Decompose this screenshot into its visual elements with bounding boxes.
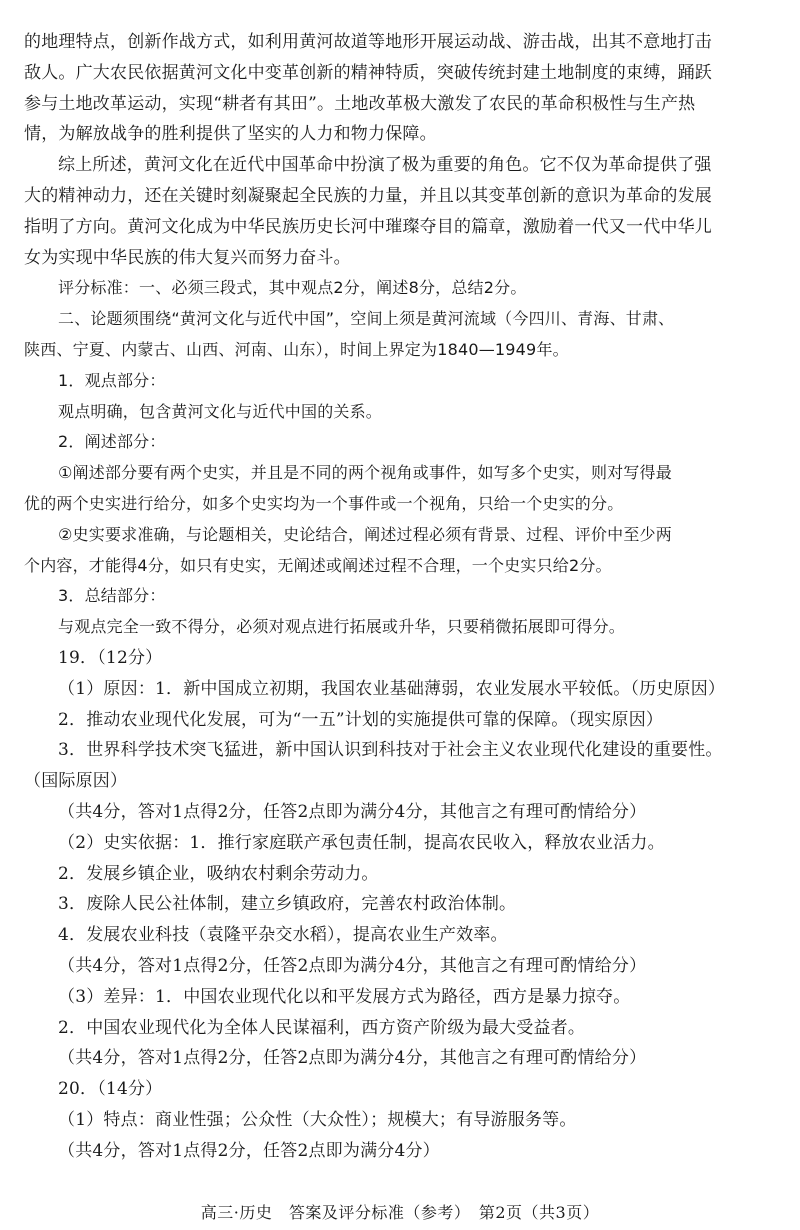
text-line: 2．发展乡镇企业，吸纳农村剩余劳动力。 [58,863,379,884]
text-line: 19．（12分） [58,647,163,668]
text-line: （共4分，答对1点得2分，任答2点即为满分4分） [58,1140,440,1161]
text-line: ②史实要求准确，与论题相关，史论结合，阐述过程必须有背景、过程、评价中至少两 [58,524,672,544]
text-line: 指明了方向。黄河文化成为中华民族历史长河中璀璨夺目的篇章，激励着一代又一代中华儿 [24,216,712,237]
text-line: 2．阐述部分： [58,432,166,452]
text-line: 的地理特点，创新作战方式，如利用黄河故道等地形开展运动战、游击战，出其不意地打击 [24,32,712,52]
text-line: 观点明确，包含黄河文化与近代中国的关系。 [58,401,383,421]
text-line: 情，为解放战争的胜利提供了坚实的人力和物力保障。 [24,124,437,145]
text-line: （共4分，答对1点得2分，任答2点即为满分4分，其他言之有理可酌情给分） [58,801,647,822]
text-line: 敌人。广大农民依据黄河文化中变革创新的精神特质，突破传统封建土地制度的束缚，踊跃 [24,62,712,83]
text-line: 20．（14分） [58,1079,163,1100]
text-line: （3）差异：1．中国农业现代化以和平发展方式为路径，西方是暴力掠夺。 [58,986,631,1007]
text-line: 1．观点部分： [58,370,166,390]
text-line: （共4分，答对1点得2分，任答2点即为满分4分，其他言之有理可酌情给分） [58,955,647,976]
text-line: 优的两个史实进行给分，如多个史实均为一个事件或一个视角，只给一个史实的分。 [24,493,624,513]
text-line: 3．总结部分： [58,586,166,606]
text-line: 2．中国农业现代化为全体人民谋福利，西方资产阶级为最大受益者。 [58,1017,586,1038]
answer-key-body [24,27,784,1166]
text-line: ①阐述部分要有两个史实，并且是不同的两个视角或事件，如写多个史实，则对写得最 [58,463,672,483]
text-line: 3．废除人民公社体制，建立乡镇政府，完善农村政治体制。 [58,894,517,915]
text-line: 2．推动农业现代化发展，可为“一五”计划的实施提供可靠的保障。（现实原因） [58,709,664,730]
text-line: 女为实现中华民族的伟大复兴而努力奋斗。 [24,247,351,268]
text-line: 综上所述，黄河文化在近代中国革命中扮演了极为重要的角色。它不仅为革命提供了强 [58,155,712,176]
text-line: 参与土地改革运动，实现“耕者有其田”。土地改革极大激发了农民的革命积极性与生产热 [24,93,696,114]
text-line: 个内容，才能得4分，如只有史实，无阐述或阐述过程不合理，一个史实只给2分。 [24,555,612,575]
text-line: （1）特点：商业性强；公众性（大众性）；规模大；有导游服务等。 [58,1109,577,1130]
text-line: 陕西、宁夏、内蒙古、山西、河南、山东），时间上界定为1840—1949年。 [24,339,569,359]
text-line: 3．世界科学技术突飞猛进，新中国认识到科技对于社会主义农业现代化建设的重要性。 [58,740,723,761]
text-line: 评分标准：一、必须三段式，其中观点2分，阐述8分，总结2分。 [58,278,527,298]
page-footer: 高三·历史 答案及评分标准（参考） 第2页（共3页） [200,1203,600,1222]
text-line: （2）史实依据：1．推行家庭联产承包责任制，提高农民收入，释放农业活力。 [58,832,665,853]
text-line: （共4分，答对1点得2分，任答2点即为满分4分，其他言之有理可酌情给分） [58,1048,647,1069]
text-line: 二、论题须围绕“黄河文化与近代中国”，空间上须是黄河流域（今四川、青海、甘肃、 [58,309,675,329]
text-line: 大的精神动力，还在关键时刻凝聚起全民族的力量，并且以其变革创新的意识为革命的发展 [24,185,712,206]
text-line: 与观点完全一致不得分，必须对观点进行拓展或升华，只要稍微拓展即可得分。 [58,617,626,637]
text-line: （国际原因） [24,771,128,792]
text-line: 4．发展农业科技（袁隆平杂交水稻），提高农业生产效率。 [58,925,508,946]
text-line: （1）原因：1．新中国成立初期，我国农业基础薄弱，农业发展水平较低。（历史原因） [58,678,726,699]
